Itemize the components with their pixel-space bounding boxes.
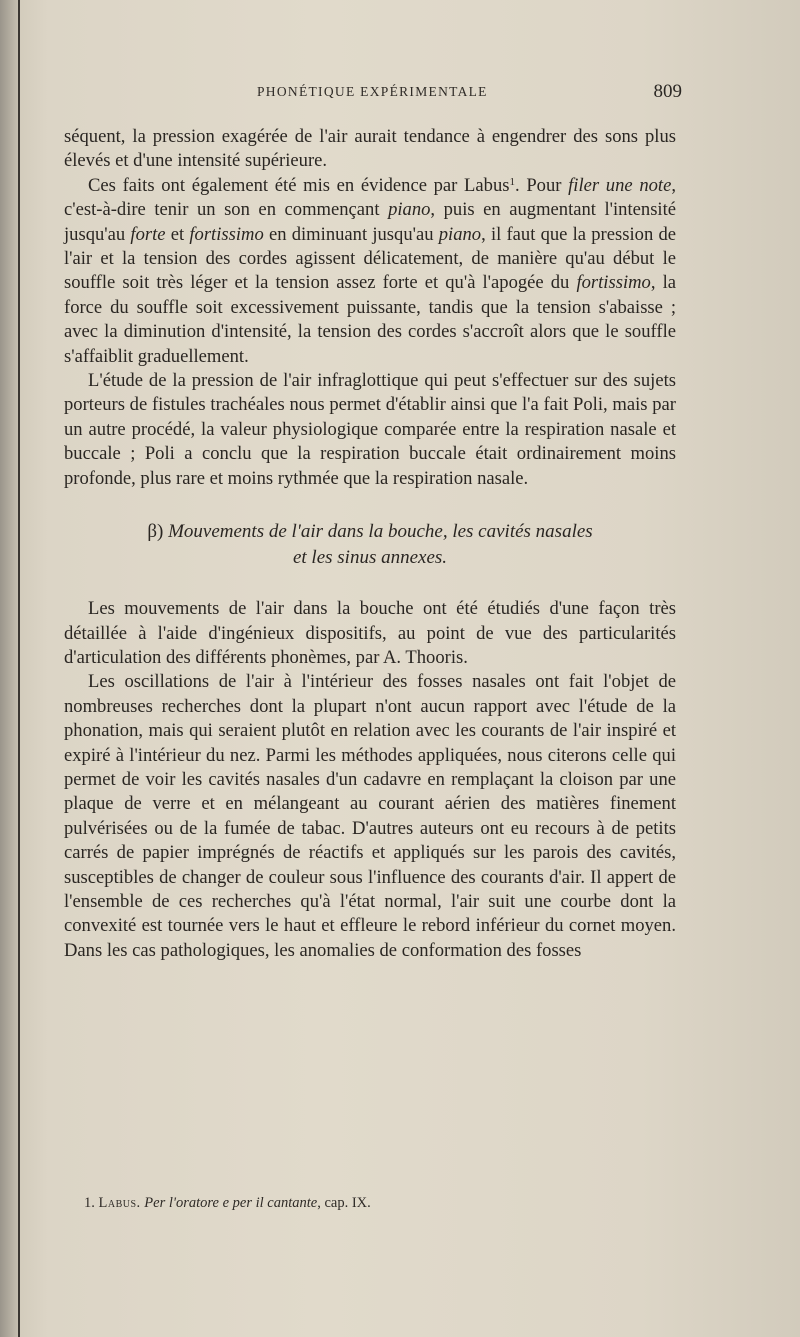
text-span: , c'est-à-dire tenir un son en commençant <box>64 174 676 221</box>
page-header <box>62 81 682 108</box>
paragraph-4: Les mouvements de l'air dans la bouche ont été étudiés d'une façon très détaillée à l'aide d'ingénieux dispositifs, au point de vue des particularités d'articulation des différents phonèmes, par A. Thooris. <box>64 598 676 668</box>
italic-term: forte <box>130 223 166 245</box>
text-span: , la force du souffle soit excessivement puissante, tandis que la tension s'abaisse ; avec la diminution d'intensité, la tension des cordes s'accroît alors que le souffle s'affaiblit graduellement. <box>64 272 676 367</box>
footnote-ref: 1 <box>509 175 515 188</box>
italic-term: filer une note <box>568 174 672 196</box>
binding-edge <box>18 0 20 1337</box>
subheading-line-1: Mouvements de l'air dans la bouche, les cavités nasales <box>168 521 593 543</box>
text-span: , puis en augmentant l'intensité jusqu'au <box>64 199 677 245</box>
text-span: Ces faits ont également été mis en évidence par Labus <box>88 174 510 196</box>
paragraph-1: séquent, la pression exagérée de l'air aurait tendance à engendrer des sons plus élevés et d'une intensité supérieure. <box>64 126 676 172</box>
text-span: . Pour <box>515 174 569 196</box>
page-number: 809 <box>653 81 682 102</box>
paragraph-3: L'étude de la pression de l'air infraglottique qui peut s'effectuer sur des sujets porteurs de fistules trachéales nous permet d'établir ainsi que l'a fait Poli, mais par un autre procédé, la valeur physiologique comparée entre la respiration nasale et buccale ; Poli a conclu que la respiration buccale était ordinairement moins profonde, plus rare et moins rythmée que la respiration nasale. <box>64 370 676 489</box>
text-span: et <box>165 223 190 245</box>
footnote-author: Labus. <box>98 1195 141 1211</box>
footnote-number: 1. <box>84 1195 95 1211</box>
subheading-marker: β) <box>147 521 164 543</box>
italic-term: piano <box>388 199 431 221</box>
body-text <box>64 125 676 963</box>
running-title: PHONÉTIQUE EXPÉRIMENTALE <box>257 84 488 99</box>
italic-term: fortissimo <box>189 223 264 245</box>
italic-term: piano <box>438 223 482 245</box>
paragraph-2 <box>64 174 676 369</box>
subheading-line-2: et les sinus annexes. <box>292 547 448 569</box>
paragraph-5: Les oscillations de l'air à l'intérieur des fosses nasales ont fait l'objet de nombreuses recherches dont la plupart n'ont aucun rapport avec l'étude de la phonation, mais qui seraient plutôt en relation avec les courants de l'air inspiré et expiré à l'intérieur du nez. Parmi les méthodes appliquées, nous citerons celle qui permet de voir les cavités nasales d'un cadavre en remplaçant la cloison par une plaque de verre et en mélangeant au courant aérien des matières finement pulvérisées ou de la fumée de tabac. D'autres auteurs ont eu recours à de petits carrés de papier imprégnés de réactifs et appliqués sur les parois des cavités, susceptibles de changer de couleur sous l'influence des courants d'air. Il appert de l'ensemble de ces recherches qu'à l'état normal, l'air suit une courbe dont la convexité est tournée vers le haut et effleure le rebord inférieur du cornet moyen. Dans les cas pathologiques, les anomalies de conformation des fosses <box>64 671 676 961</box>
section-subheading <box>64 519 676 571</box>
footnote-rest: , cap. IX. <box>317 1195 371 1211</box>
text-span: en diminuant jusqu'au <box>263 223 439 245</box>
text-span: , il faut que la pression de l'air et la tension des cordes agissent délicatement, de manière qu'au début le souffle soit très léger et la tension assez forte et qu'à l'apogée du <box>64 223 676 294</box>
footnote-title: Per l'oratore e per il cantante <box>144 1195 318 1211</box>
italic-term: fortissimo <box>576 272 651 294</box>
book-binding-shadow <box>0 0 18 1337</box>
footnote <box>84 1195 684 1212</box>
